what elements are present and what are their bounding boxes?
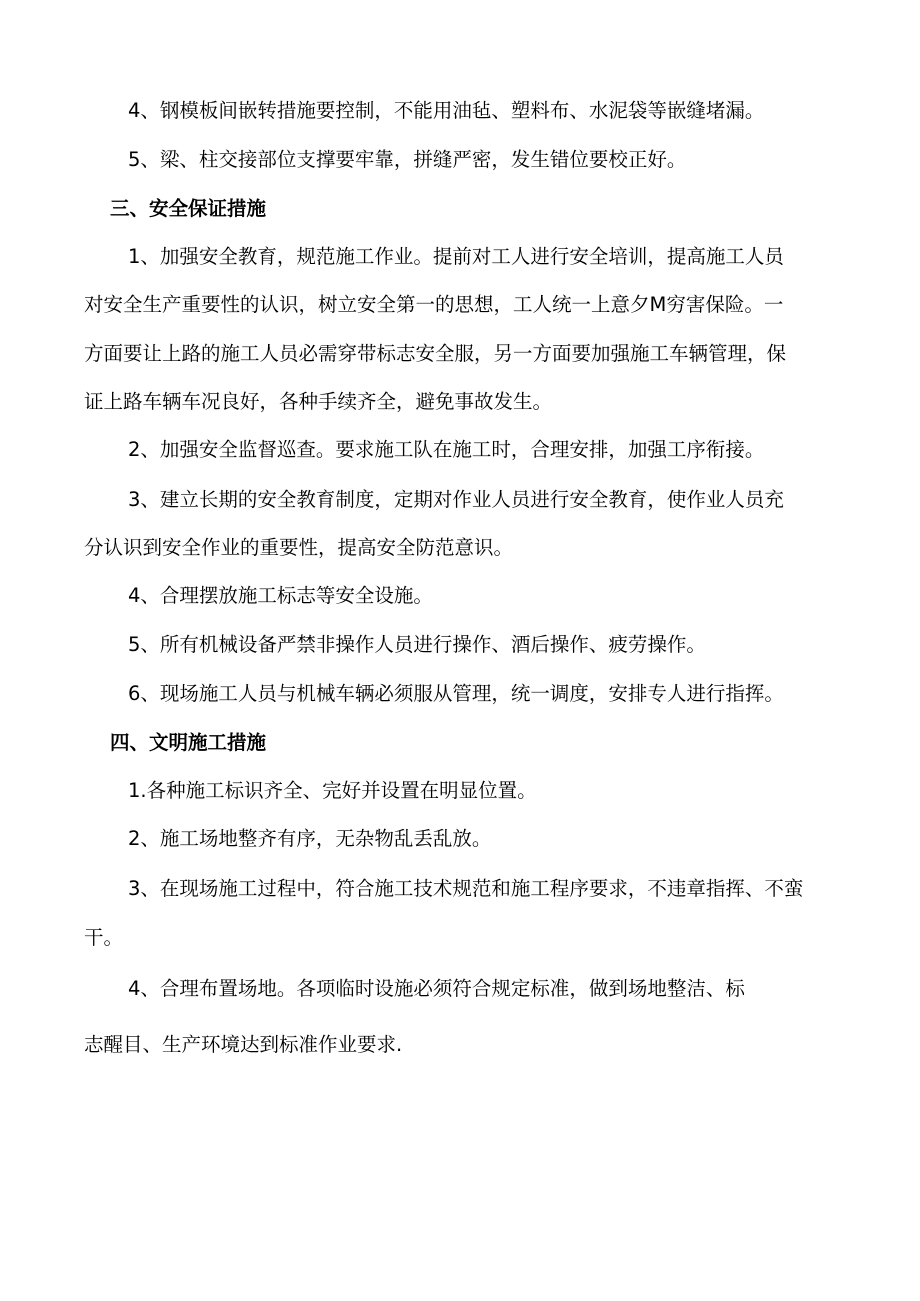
paragraph-line: 分认识到安全作业的重要性，提高安全防范意识。 <box>84 536 514 559</box>
paragraph-line: 1.各种施工标识齐全、完好并设置在明显位置。 <box>128 779 537 802</box>
paragraph-line: 志醒目、生产环境达到标准作业要求. <box>84 1033 403 1056</box>
paragraph-line: 干。 <box>84 926 124 949</box>
paragraph-line: 5、梁、柱交接部位支撑要牢靠，拼缝严密，发生错位要校正好。 <box>128 148 687 171</box>
paragraph-line: 2、加强安全监督巡查。要求施工队在施工时，合理安排，加强工序衔接。 <box>128 438 765 461</box>
paragraph-line: 4、合理布置场地。各项临时设施必须符合规定标准，做到场地整洁、标 <box>128 977 745 1000</box>
section-heading-civilized-construction: 四、文明施工措施 <box>110 731 267 754</box>
paragraph-line: 4、合理摆放施工标志等安全设施。 <box>128 584 433 607</box>
paragraph-line: 证上路车辆车况良好，各种手续齐全，避免事故发生。 <box>84 390 553 413</box>
paragraph-line: 3、在现场施工过程中，符合施工技术规范和施工程序要求，不违章指挥、不蛮 <box>128 877 804 900</box>
paragraph-line: 6、现场施工人员与机械车辆必须服从管理，统一调度，安排专人进行指挥。 <box>128 682 784 705</box>
paragraph-line: 3、建立长期的安全教育制度，定期对作业人员进行安全教育，使作业人员充 <box>128 488 784 511</box>
paragraph-line: 5、所有机械设备严禁非操作人员进行操作、酒后操作、疲劳操作。 <box>128 633 706 656</box>
paragraph-line: 2、施工场地整齐有序，无杂物乱丢乱放。 <box>128 827 492 850</box>
section-heading-safety: 三、安全保证措施 <box>110 197 267 220</box>
paragraph-line: 1、加强安全教育，规范施工作业。提前对工人进行安全培训，提高施工人员 <box>128 245 784 268</box>
paragraph-line: 4、钢模板间嵌转措施要控制，不能用油毡、塑料布、水泥袋等嵌缝堵漏。 <box>128 99 765 122</box>
paragraph-line: 方面要让上路的施工人员必需穿带标志安全服，另一方面要加强施工车辆管理，保 <box>84 342 787 365</box>
paragraph-line: 对安全生产重要性的认识，树立安全第一的思想，工人统一上意夕M穷害保险。一 <box>84 293 784 316</box>
